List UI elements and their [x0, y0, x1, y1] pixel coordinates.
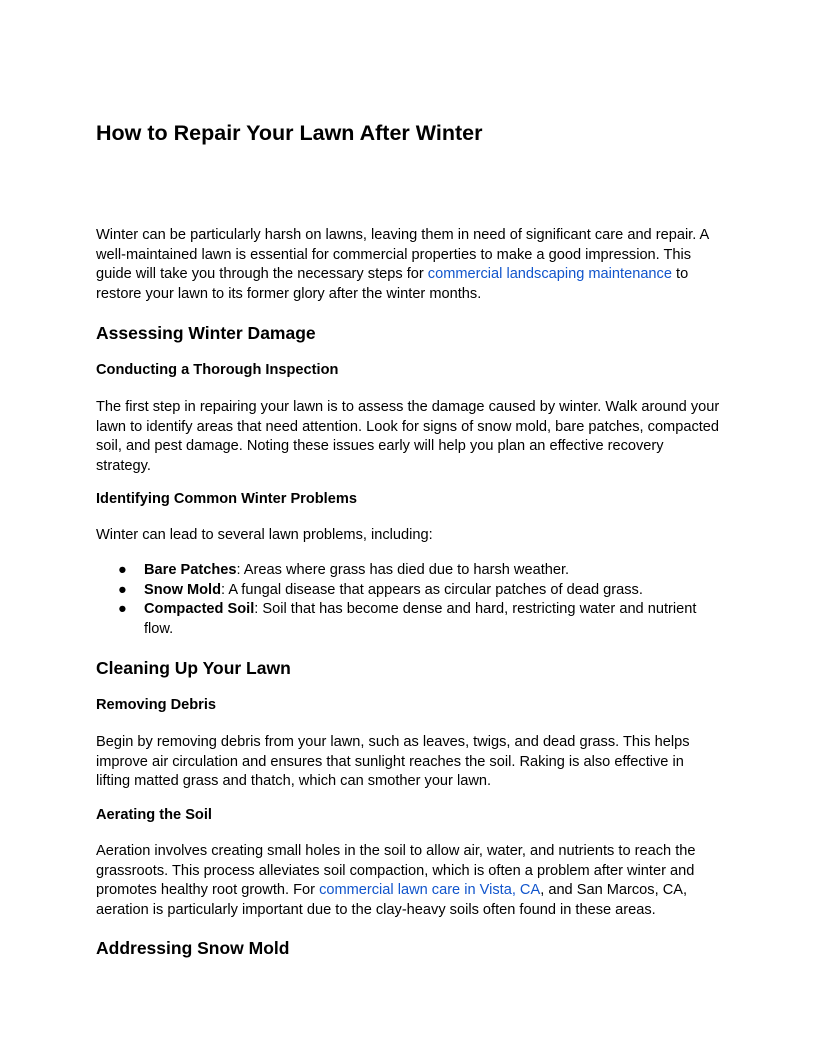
section-heading-assessing: Assessing Winter Damage	[96, 323, 316, 343]
commercial-lawn-care-vista-link[interactable]: commercial lawn care in Vista, CA	[319, 882, 541, 899]
intro-text-start: Winter can be particularly harsh on lawns, leaving them in need of significant care and repair. A well-maintained lawn is essential for commercial properties to make a good impression. This guide will take you through the necessary steps for	[96, 227, 709, 283]
winter-problems-list	[96, 561, 720, 639]
subheading-removing-debris: Removing Debris	[96, 697, 217, 713]
page-title: How to Repair Your Lawn After Winter	[96, 121, 483, 145]
bullet-icon: ●	[118, 581, 127, 598]
list-item	[96, 600, 720, 639]
subheading-common-problems: Identifying Common Winter Problems	[96, 491, 357, 507]
list-item-term: Snow Mold	[144, 581, 222, 598]
subheading-inspection: Conducting a Thorough Inspection	[96, 362, 339, 378]
inspection-paragraph: The first step in repairing your lawn is to assess the damage caused by winter. Walk around your lawn to identify areas that need attention. Look for signs of snow mold, bare patches, compacted soil, and pest damage. Noting these issues early will help you plan an effective recovery strategy.	[96, 399, 720, 474]
aerating-text-end: , and San Marcos, CA, aeration is particularly important due to the clay-heavy soils often found in these areas.	[96, 882, 688, 918]
list-item-desc: : Areas where grass has died due to harsh weather.	[236, 562, 570, 578]
list-item	[96, 561, 720, 581]
intro-paragraph	[96, 226, 720, 304]
subheading-aerating: Aerating the Soil	[96, 807, 212, 823]
list-item-desc: : A fungal disease that appears as circular patches of dead grass.	[221, 581, 643, 598]
list-item-term: Compacted Soil	[144, 601, 255, 618]
list-item	[96, 581, 720, 601]
list-item-desc: : Soil that has become dense and hard, restricting water and nutrient flow.	[144, 601, 697, 637]
section-heading-cleaning: Cleaning Up Your Lawn	[96, 658, 291, 678]
debris-paragraph: Begin by removing debris from your lawn, such as leaves, twigs, and dead grass. This helps improve air circulation and ensures that sunlight reaches the soil. Raking is also effective in lifting matted grass and thatch, which can smother your lawn.	[96, 734, 690, 790]
section-heading-snow-mold: Addressing Snow Mold	[96, 938, 290, 958]
list-item-term: Bare Patches	[144, 562, 237, 578]
intro-text-end: to restore your lawn to its former glory after the winter months.	[96, 266, 689, 302]
commercial-landscaping-link[interactable]: commercial landscaping maintenance	[427, 266, 672, 283]
bullet-icon: ●	[118, 601, 127, 618]
aerating-text-start: Aeration involves creating small holes in the soil to allow air, water, and nutrients to reach the grassroots. This process alleviates soil compaction, which is often a problem after winter and promotes healthy root growth. For	[96, 843, 696, 899]
bullet-icon: ●	[118, 562, 127, 578]
problems-intro-paragraph: Winter can lead to several lawn problems, including:	[96, 527, 433, 543]
aerating-paragraph	[96, 842, 720, 920]
